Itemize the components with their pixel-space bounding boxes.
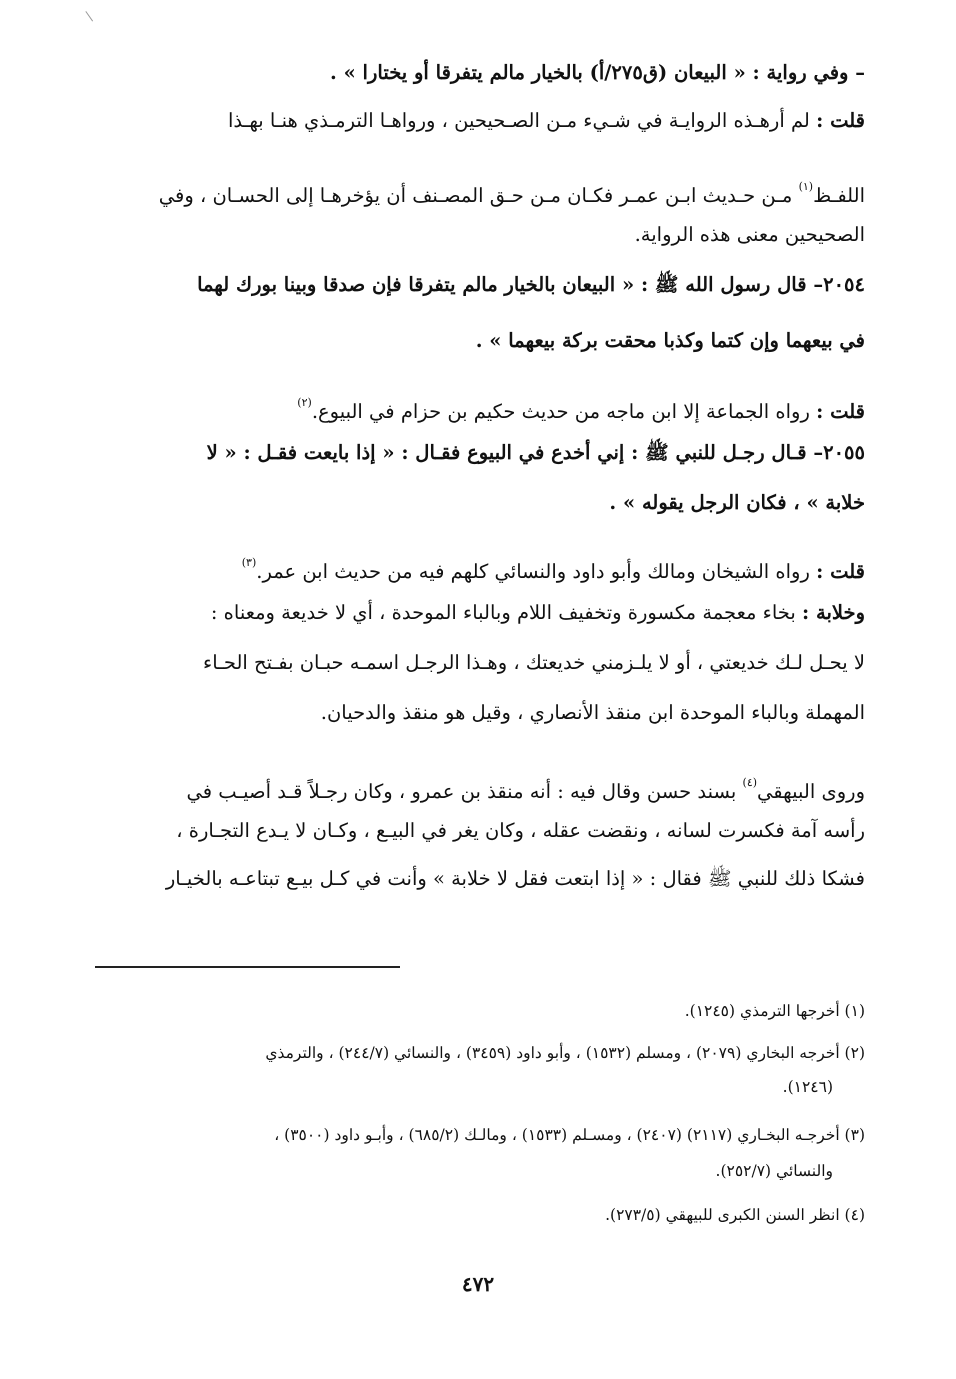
text-line: لا يحـل لـك خديعتي ، أو لا يلـزمني خديعتك ، وهـذا الرجـل اسمـه حبـان بفـتح الحـاء (203, 651, 865, 674)
text-line: المهملة وبالباء الموحدة ابن منقذ الأنصاري ، وقيل هو منقذ والدحيان. (320, 701, 865, 724)
footnote-divider (95, 966, 400, 968)
scan-mark (85, 7, 99, 22)
hadith-line: في بيعهما وإن كتما وكذبا محقت بركة بيعهما » . (475, 329, 865, 352)
page-number: ٤٧٢ (461, 1272, 495, 1296)
text-line: قلت : رواه الشيخان ومالك وأبو داود والنسائي كلهم فيه من حديث ابن عمر.$^{(٣)}$ (241, 556, 865, 583)
hadith-line: خلابة » ، فكان الرجل يقوله » . (609, 491, 865, 514)
text-line: وخلابة : بخاء معجمة مكسورة وتخفيف اللام وبالباء الموحدة ، أي لا خديعة ومعناه : (210, 601, 865, 624)
footnote: (٣) أخرجـه البخـاري (٢١١٧) (٢٤٠٧) ، ومسـلم (١٥٣٣) ، ومالـك (٦٨٥/٢) ، وأبـو داود (٣٥٠٠) ، (274, 1126, 865, 1144)
text-line: رأسه آمة فكسرت لسانه ، ونقضت عقله ، وكان يغر في البيـع ، وكـان لا يـدع التجـارة ، (176, 819, 865, 842)
hadith-line: ٢٠٥٤– قال رسول الله ﷺ : « البيعان بالخيار مالم يتفرقا فإن صدقا وبينا بورك لهما (197, 273, 865, 296)
footnote: (٤) انظر السنن الكبرى للبيهقي (٢٧٣/٥). (605, 1206, 865, 1224)
footnote-continuation: (١٢٤٦). (782, 1078, 833, 1096)
text-line: فشكا ذلك للنبي ﷺ فقال : « إذا ابتعت فقل لا خلابة » وأنت في كـل بيـع تبتاعـه بالخيـار (165, 867, 865, 890)
text-line: قلت : لم أرهـذه الروايـة في شـيء مـن الصـحيحين ، ورواهـا الترمـذي هنـا بهـذا (227, 109, 865, 132)
text-line: – وفي رواية : « البيعان (ق٢٧٥/أ) بالخيار مالم يتفرقا أو يختارا » . (330, 61, 865, 84)
footnote-continuation: والنسائي (٢٥٢/٧). (715, 1162, 833, 1180)
hadith-line: ٢٠٥٥– قـال رجـل للنبي ﷺ : إني أخدع في البيوع فقـال : « إذا بايعت فقـل : « لا (206, 441, 865, 464)
footnote: (٢) أخرجه البخاري (٢٠٧٩) ، ومسلم (١٥٣٢) ، وأبو داود (٣٤٥٩) ، والنسائي (٢٤٤/٧) ، والترمذي (265, 1044, 865, 1062)
text-line: وروى البيهقي$^{(٤)}$ بسند حسن وقال فيه : أنه منقذ بن عمرو ، وكان رجـلاً قـد أصيـب في (186, 776, 865, 803)
text-line: الصحيحين معنى هذه الرواية. (634, 223, 865, 246)
footnote: (١) أخرجها الترمذي (١٢٤٥). (684, 1002, 865, 1020)
text-line: اللفـظ$^{(١)}$ مـن حـديث ابـن عمـر فكـان مـن حـق المصـنف أن يؤخرهـا إلى الحسـان ، وفي (158, 180, 865, 207)
text-line: قلت : رواه الجماعة إلا ابن ماجه من حديث حكيم بن حزام في البيوع.$^{(٢)}$ (297, 396, 865, 423)
